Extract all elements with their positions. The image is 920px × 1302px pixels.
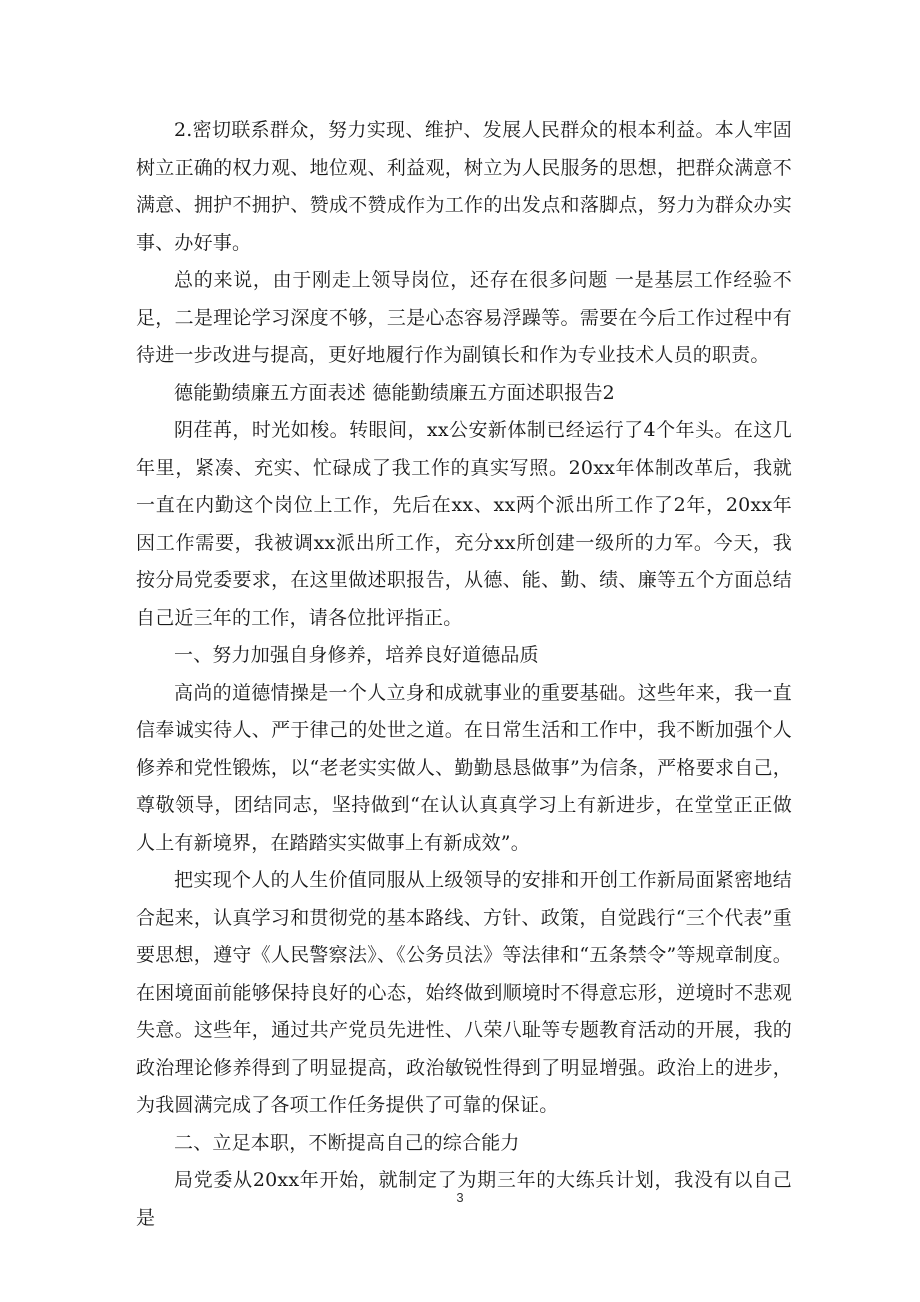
paragraph-summary-problems: 总的来说，由于刚走上领导岗位，还存在很多问题 一是基层工作经验不足，二是理论学习深度不够，三是心态容易浮躁等。需要在今后工作过程中有待进一步改进与提高，更好地履行作为副镇长和作为专业技术人员的职责。 — [136, 269, 792, 366]
page-number: 3 — [456, 1190, 464, 1205]
section-heading-morality: 一、努力加强自身修养，培养良好道德品质 — [174, 644, 539, 666]
paragraph-training-plan: 局党委从20xx年开始，就制定了为期三年的大练兵计划，我没有以自己是 — [136, 1169, 792, 1229]
document-body — [136, 112, 792, 1237]
paragraph-mass-line: 2.密切联系群众，努力实现、维护、发展人民群众的根本利益。本人牢固树立正确的权力观、地位观、利益观，树立为人民服务的思想，把群众满意不满意、拥护不拥护、赞成不赞成作为工作的出发点和落脚点，努力为群众办实事、办好事。 — [136, 119, 792, 254]
paragraph-report-intro: 阴荏苒，时光如梭。转眼间，xx公安新体制已经运行了4个年头。在这几年里，紧凑、充实、忙碌成了我工作的真实写照。20xx年体制改革后，我就一直在内勤这个岗位上工作，先后在xx、xx两个派出所工作了2年，20xx年因工作需要，我被调xx派出所工作，充分xx所创建一级所的力军。今天，我按分局党委要求，在这里做述职报告，从德、能、勤、绩、廉等五个方面总结自己近三年的工作，请各位批评指正。 — [136, 419, 792, 629]
paragraph-morality: 高尚的道德情操是一个人立身和成就事业的重要基础。这些年来，我一直信奉诚实待人、严于律己的处世之道。在日常生活和工作中，我不断加强个人修养和党性锻炼，以“老老实实做人、勤勤恳恳做事”为信条，严格要求自己，尊敬领导，团结同志，坚持做到“在认认真真学习上有新进步，在堂堂正正做人上有新境界，在踏踏实实做事上有新成效”。 — [136, 681, 792, 854]
report-subtitle: 德能勤绩廉五方面表述 德能勤绩廉五方面述职报告2 — [174, 381, 615, 404]
section-heading-ability: 二、立足本职，不断提高自己的综合能力 — [174, 1131, 520, 1154]
paragraph-political-study: 把实现个人的人生价值同服从上级领导的安排和开创工作新局面紧密地结合起来，认真学习和贯彻党的基本路线、方针、政策，自觉践行“三个代表”重要思想，遵守《人民警察法》、《公务员法》等法律和“五条禁令”等规章制度。在困境面前能够保持良好的心态，始终做到顺境时不得意忘形，逆境时不悲观失意。这些年，通过共产党员先进性、八荣八耻等专题教育活动的开展，我的政治理论修养得到了明显提高，政治敏锐性得到了明显增强。政治上的进步，为我圆满完成了各项工作任务提供了可靠的保证。 — [136, 869, 792, 1116]
